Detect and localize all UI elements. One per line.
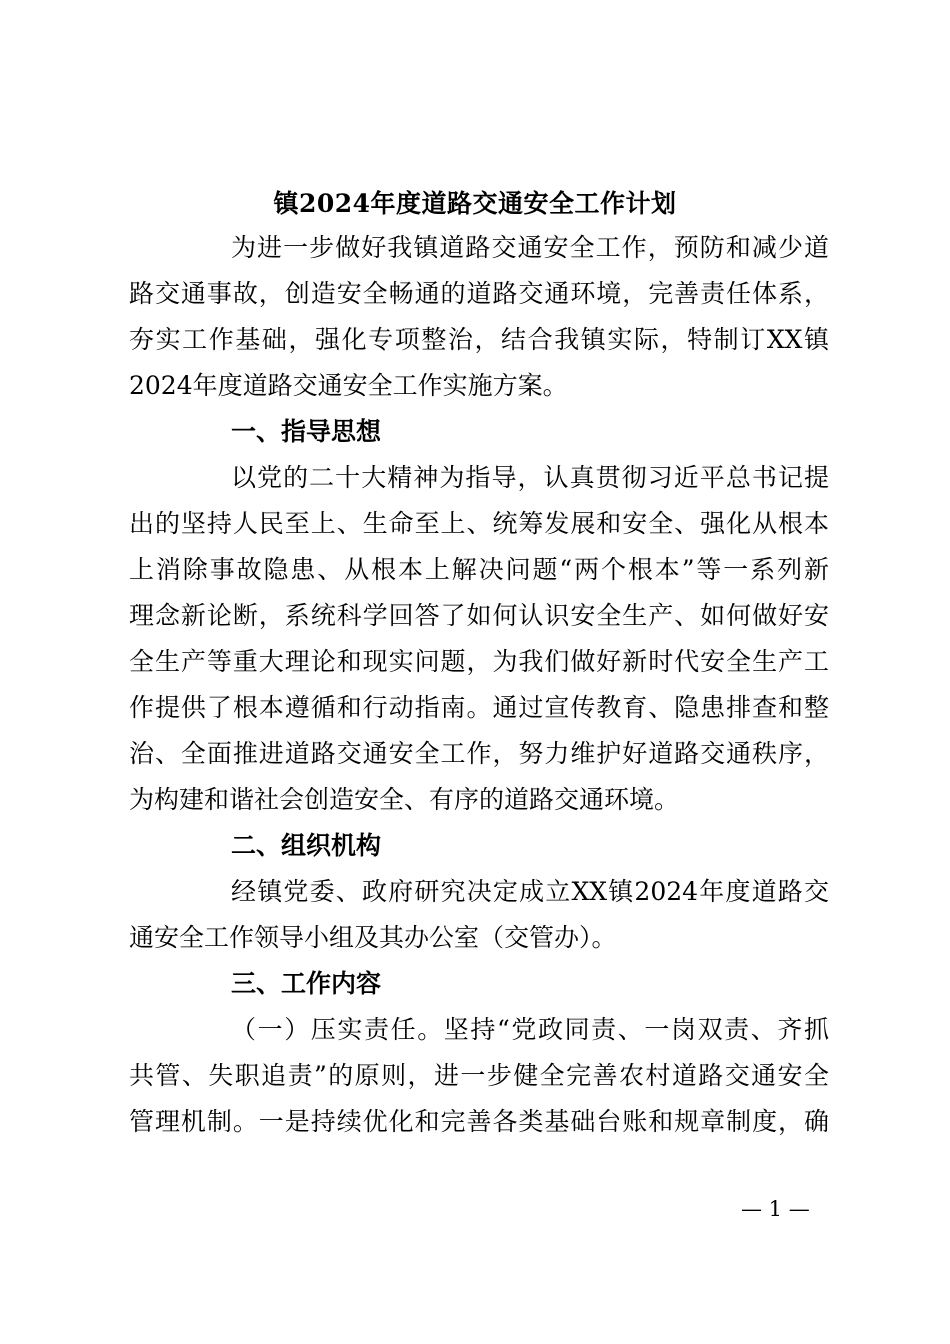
section-heading-organization: 二、组织机构: [231, 831, 382, 860]
text-line: 经镇党委、政府研究决定成立XX镇2024年度道路交: [231, 877, 829, 906]
text-line: 路交通事故，创造安全畅通的道路交通环境，完善责任体系，: [129, 279, 829, 308]
text-line: 出的坚持人民至上、生命至上、统筹发展和安全、强化从根本: [129, 509, 829, 538]
text-line: 2024年度道路交通安全工作实施方案。: [129, 371, 568, 400]
text-line: 全生产等重大理论和现实问题，为我们做好新时代安全生产工: [129, 647, 829, 676]
text-line: 通安全工作领导小组及其办公室（交管办）。: [129, 923, 617, 952]
text-line: 以党的二十大精神为指导，认真贯彻习近平总书记提: [231, 463, 829, 492]
text-line: 理念新论断，系统科学回答了如何认识安全生产、如何做好安: [129, 601, 829, 630]
section-heading-guiding-ideology: 一、指导思想: [231, 417, 382, 446]
section-heading-work-content: 三、工作内容: [231, 969, 382, 998]
document-title: 镇2024年度道路交通安全工作计划: [273, 189, 677, 218]
text-line: （一）压实责任。坚持“党政同责、一岗双责、齐抓: [231, 1015, 829, 1044]
page-number: — 1 —: [741, 1197, 810, 1221]
text-line: 管理机制。一是持续优化和完善各类基础台账和规章制度，确: [129, 1107, 829, 1136]
text-line: 为构建和谐社会创造安全、有序的道路交通环境。: [129, 785, 680, 814]
text-line: 夯实工作基础，强化专项整治，结合我镇实际，特制订XX镇: [129, 325, 829, 354]
text-line: 共管、失职追责”的原则，进一步健全完善农村道路交通安全: [129, 1061, 829, 1090]
text-line: 上消除事故隐患、从根本上解决问题“两个根本”等一系列新: [129, 555, 829, 584]
text-line: 作提供了根本遵循和行动指南。通过宣传教育、隐患排查和整: [129, 693, 829, 722]
text-line: 治、全面推进道路交通安全工作，努力维护好道路交通秩序，: [129, 739, 829, 768]
text-line: 为进一步做好我镇道路交通安全工作，预防和减少道: [231, 233, 829, 262]
